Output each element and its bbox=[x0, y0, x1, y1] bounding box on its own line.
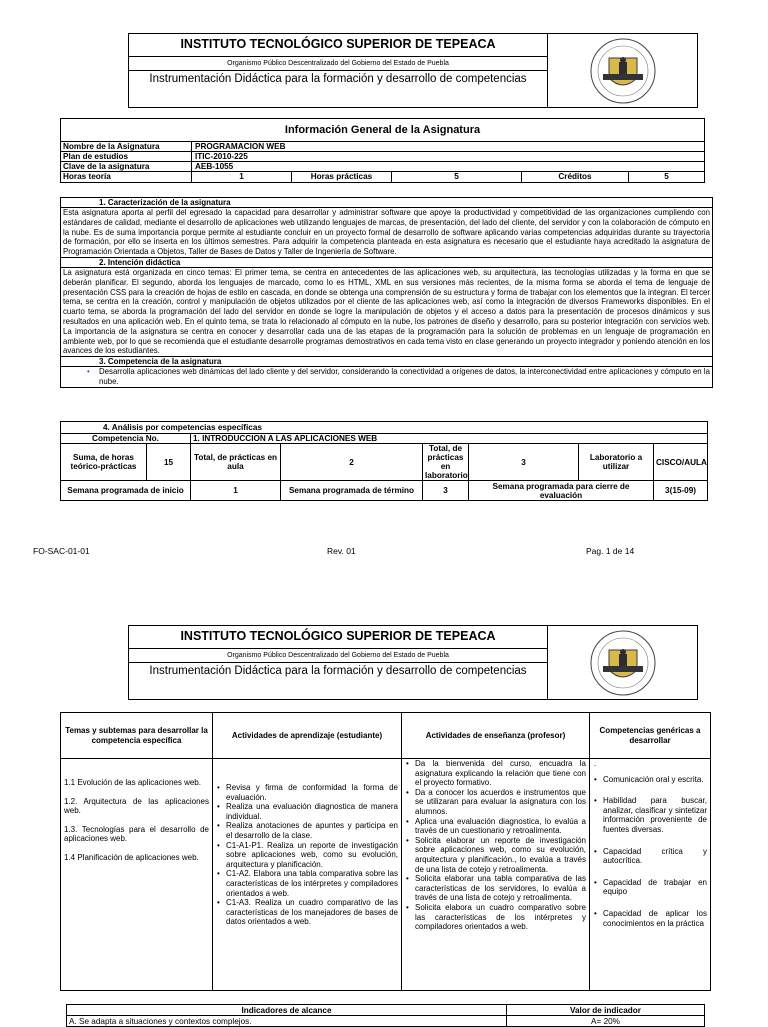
student-activity: • Revisa y firma de conformidad la forma de evaluación. bbox=[215, 783, 398, 802]
topic-item: 1.2. Arquitectura de las aplicaciones web. bbox=[64, 796, 209, 816]
student-activity: • C1-A2. Elabora una tabla comparativa sobre las características de los intérpretes y compiladores orientados a web. bbox=[215, 869, 398, 898]
col-student-header: Actividades de aprendizaje (estudiante) bbox=[213, 713, 402, 759]
hours-row bbox=[61, 172, 704, 182]
student-activities-cell bbox=[213, 759, 402, 991]
competence-analysis-title: 4. Análisis por competencias específicas bbox=[61, 422, 708, 434]
generic-competence: • Capacidad crítica y autocrítica. bbox=[592, 847, 707, 866]
info-row bbox=[61, 142, 704, 152]
student-activity: • C1-A1-P1. Realiza un reporte de investigación sobre aplicaciones web, como su evolución, arquitectura y planificación. bbox=[215, 841, 398, 870]
student-activity: • Realiza una evaluación diagnostica de manera individual. bbox=[215, 802, 398, 821]
topic-item: 1.3. Tecnologías para el desarrollo de aplicaciones web. bbox=[64, 824, 209, 844]
teacher-activities-cell bbox=[402, 759, 590, 991]
col-teacher-header: Actividades de enseñanza (profesor) bbox=[402, 713, 590, 759]
page-number: Pag. 1 de 14 bbox=[586, 546, 635, 556]
section-3-text bbox=[61, 367, 712, 387]
student-activity: • Realiza anotaciones de apuntes y participa en el desarrollo de la clase. bbox=[215, 821, 398, 840]
generic-competence: • Capacidad de trabajar en equipo bbox=[592, 878, 707, 897]
topics-cell bbox=[61, 759, 213, 991]
info-value: AEB-1055 bbox=[191, 162, 704, 171]
revision: Rev. 01 bbox=[327, 546, 356, 556]
document-header-page-2 bbox=[128, 625, 698, 700]
teacher-activity: • Solicita elabora un cuadro comparativo sobre las características de los intérpretes y compiladores orientados a web. bbox=[404, 903, 586, 932]
section-2-text: La asignatura está organizada en cinco temas: El primer tema, se centra en antecedentes de las aplicaciones web, su arquitectura, las tecnologías utilizadas y la forma en que se deberán planificar. El segundo, aborda los lenguajes de marcado, como lo es HTML, XML en sus versiones más recientes, de la misma forma se aborda el tema de lenguaje de presentación CSS para la creación de hojas de estilo en cascada, en donde se obtenga una comprensión de su estructura y forma de trabajar con los elementos que la integran. El tercer tema, se centra en la creación, control y manipulación de objetos utilizados por el cliente de las aplicaciones web, así como la integración de diversos Frameworks disponibles. En el cuarto tema, se aborda la programación del lado del servidor en donde se logre la manipulación de objetos y el acceso a datos para la presentación de procesos dinámicos y sus resultados en una aplicación web. En el quinto tema, se trata lo relacionado al cómputo en la nube, los patrones de diseño y desarrollo, para su posterior integración con servicios web. La importancia de la asignatura se centra en conocer y desarrollar cada una de las etapas de la programación para la solución de problemas en un lenguaje de programación en ambiente web, por lo que se recomienda que el estudiante desarrolle programas demostrativos en cada tema visto en clase generando un proyecto integrador y poniendo atención en los avances de los estudiantes. bbox=[63, 267, 710, 356]
generic-dot: . bbox=[594, 759, 597, 768]
info-row bbox=[61, 162, 704, 172]
comp-no-label: Competencia No. bbox=[61, 434, 191, 444]
indicator-item: A. Se adapta a situaciones y contextos complejos. bbox=[67, 1016, 507, 1027]
teacher-activity: • Solicita elaborar una tabla comparativa de las características de los servidores, lo evalúa a través de una lista de cotejo y retroalimenta. bbox=[404, 874, 586, 903]
teacher-activity: • Aplica una evaluación diagnostica, lo evalúa a través de un cuestionario y retroalimenta. bbox=[404, 817, 586, 836]
teacher-activity: • Solicita elaborar un reporte de investigación sobre aplicaciones web, como su evolución, arquitectura y planificación., lo evalúa a través de una lista de cotejo y retroalimenta. bbox=[404, 836, 586, 874]
aula-label: Total, de prácticas en aula bbox=[191, 444, 281, 481]
cierre-label: Semana programada para cierre de evaluación bbox=[469, 481, 654, 501]
col-topics-header: Temas y subtemas para desarrollar la competencia específica bbox=[61, 713, 213, 759]
info-label: Clave de la asignatura bbox=[63, 162, 150, 171]
inicio-label: Semana programada de inicio bbox=[61, 481, 191, 501]
organism-name: Organismo Público Descentralizado del Gobierno del Estado de Puebla bbox=[129, 649, 547, 663]
aula-value: 2 bbox=[281, 444, 423, 481]
generic-competence: • Habilidad para buscar, analizar, clasificar y sintetizar información proveniente de fuentes diversas. bbox=[592, 796, 707, 834]
teacher-activity: • Da la bienvenida del curso, encuadra la asignatura explicando la relación que tiene con el proyecto formativo. bbox=[404, 759, 586, 788]
topic-item: 1.4 Planificación de aplicaciones web. bbox=[64, 852, 199, 862]
institute-name: INSTITUTO TECNOLÓGICO SUPERIOR DE TEPEACA bbox=[129, 34, 547, 57]
info-row bbox=[61, 152, 704, 162]
horas-teoria-value: 1 bbox=[191, 172, 291, 182]
generic-competence: • Comunicación oral y escrita. bbox=[592, 775, 707, 785]
section-3-bullet: • Desarrolla aplicaciones web dinámicas del lado cliente y del servidor, considerando la conectividad a orígenes de datos, la interconectividad entre aplicaciones y cómputo en la nube. bbox=[63, 367, 710, 387]
general-info-title: Información General de la Asignatura bbox=[61, 119, 704, 142]
institute-name: INSTITUTO TECNOLÓGICO SUPERIOR DE TEPEACA bbox=[129, 626, 547, 649]
lab-util-label: Laboratorio a utilizar bbox=[579, 444, 654, 481]
info-label: Plan de estudios bbox=[63, 152, 129, 161]
lab-util-value: CISCO/AULA bbox=[654, 444, 708, 481]
general-info-table bbox=[60, 118, 705, 183]
competence-table bbox=[60, 421, 708, 501]
institute-seal-icon bbox=[548, 34, 698, 107]
activities-table bbox=[60, 712, 711, 991]
indicator-value: A= 20% bbox=[507, 1016, 705, 1027]
indicators-header: Indicadores de alcance bbox=[67, 1005, 507, 1016]
comp-name: 1. INTRODUCCION A LAS APLICACIONES WEB bbox=[191, 434, 708, 444]
inicio-value: 1 bbox=[191, 481, 281, 501]
cierre-value: 3(15-09) bbox=[654, 481, 708, 501]
termino-value: 3 bbox=[423, 481, 469, 501]
creditos-value: 5 bbox=[664, 172, 669, 181]
institute-seal-icon bbox=[548, 626, 698, 699]
suma-label: Suma, de horas teórico-prácticas bbox=[61, 444, 147, 481]
creditos-label: Créditos bbox=[521, 172, 629, 182]
suma-value: 15 bbox=[147, 444, 191, 481]
section-1-title: 1. Caracterización de la asignatura bbox=[61, 198, 712, 208]
subject-sections bbox=[60, 197, 713, 388]
organism-name: Organismo Público Descentralizado del Gobierno del Estado de Puebla bbox=[129, 57, 547, 71]
generic-competences-cell bbox=[590, 759, 711, 991]
horas-practicas-value: 5 bbox=[391, 172, 521, 182]
teacher-activity: • Da a conocer los acuerdos e instrumentos que se utilizaran para evaluar la asignatura con los alumnos. bbox=[404, 788, 586, 817]
section-3-title: 3. Competencia de la asignatura bbox=[61, 357, 712, 367]
instrument-title: Instrumentación Didáctica para la formación y desarrollo de competencias bbox=[149, 73, 527, 85]
indicator-value-header: Valor de indicador bbox=[507, 1005, 705, 1016]
instrument-title: Instrumentación Didáctica para la formación y desarrollo de competencias bbox=[149, 665, 527, 677]
section-1-text: Esta asignatura aporta al perfil del egresado la capacidad para desarrollar y administrar software que apoye la productividad y competitividad de las organizaciones cumpliendo con estándares de calidad, mediante el desarrollo de aplicaciones web utilizando lenguajes de marcas, de presentación, del lado del cliente, del servidor y con la colaboración de cómputo en la nube. Es de suma importancia porque permite al estudiante concluir en un proyecto formal de desarrollo de software aplicando varias competencias adquiridas durante su trayectoria de formación, por ello se inserta en los últimos semestres. Para adquirir la competencia planteada en esta asignatura es necesario que el estudiante haya acreditado la asignatura de Programación Orientada a Objetos, Taller de Bases de Datos y Taller de Ingeniería de Software. bbox=[63, 208, 710, 257]
col-generic-header: Competencias genéricas a desarrollar bbox=[590, 713, 711, 759]
horas-practicas-label: Horas prácticas bbox=[291, 172, 391, 182]
info-value: ITIC-2010-225 bbox=[191, 152, 704, 161]
info-label: Nombre de la Asignatura bbox=[63, 142, 160, 151]
form-code: FO-SAC-01-01 bbox=[33, 546, 90, 556]
section-2-title: 2. Intención didáctica bbox=[61, 258, 712, 268]
topic-item: 1.1 Evolución de las aplicaciones web. bbox=[64, 778, 201, 787]
horas-teoria-label: Horas teoría bbox=[63, 172, 111, 181]
generic-competence: • Capacidad de aplicar los conocimientos en la práctica bbox=[592, 909, 707, 928]
lab-value: 3 bbox=[469, 444, 579, 481]
termino-label: Semana programada de término bbox=[281, 481, 423, 501]
info-value: PROGRAMACION WEB bbox=[191, 142, 704, 151]
document-header bbox=[128, 33, 698, 108]
lab-label: Total, de prácticas en laboratorio bbox=[423, 444, 469, 481]
student-activity: • C1-A3. Realiza un cuadro comparativo de las características de los manejadores de bases de datos orientados a web. bbox=[215, 898, 398, 927]
